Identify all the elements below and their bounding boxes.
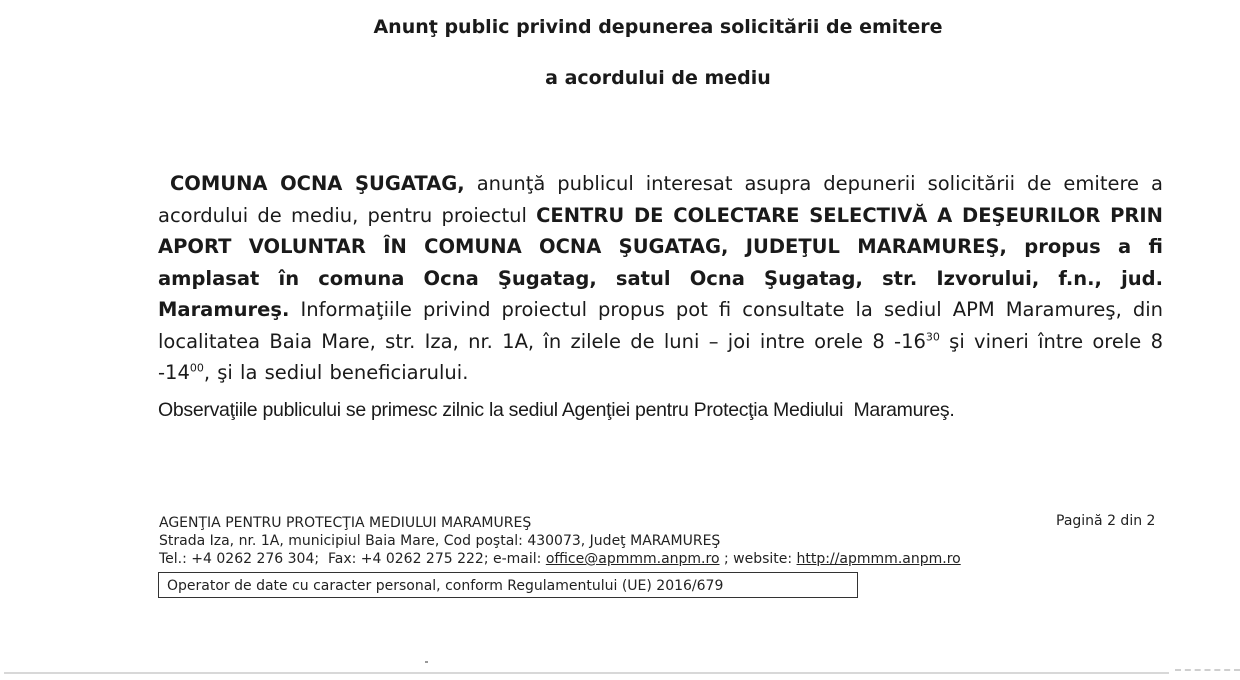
footer-agency-name: AGENŢIA PENTRU PROTECŢIA MEDIULUI MARAMUREŞ [159,515,532,531]
footer-contact [159,550,961,568]
project-name: CENTRU DE COLECTARE SELECTIVĂ A DEŞEURILOR PRIN APORT VOLUNTAR ÎN COMUNA OCNA ŞUGATAG, JUDEŢUL MARAMUREŞ, propus a fi amplasat în comuna Ocna Şugatag, satul Ocna Şugatag, str. Izvorului, f.n., jud. Maramureş. [158,203,1164,321]
page-number: Pagină 2 din 2 [1056,513,1156,529]
footer-address: Strada Iza, nr. 1A, municipiul Baia Mare, Cod poştal: 430073, Judeţ MARAMUREŞ [159,533,721,549]
scan-artifact [425,661,428,663]
body-text-1: anunţă publicul interesat asupra depunerii solicitării de emitere a acordului de mediu, pentru proiectul [158,172,1163,227]
announcement-paragraph [158,168,1163,389]
website-label: ; website: [719,551,797,567]
footer [159,514,961,568]
body-text-2: Informaţiile privind proiectul propus pot fi consultate la sediul APM Maramureş, din localitatea Baia Mare, str. Iza, nr. 1A, în zilele de luni – joi intre orele 8 -16 [158,298,1163,353]
website-link[interactable]: http://apmmm.anpm.ro [796,551,961,567]
gdpr-notice-box: Operator de date cu caracter personal, conform Regulamentului (UE) 2016/679 [158,572,858,598]
email-link[interactable]: office@apmmm.anpm.ro [545,551,720,567]
applicant-name: COMUNA OCNA ŞUGATAG, [169,172,465,195]
document-title-line-1: Anunţ public privind depunerea solicitării de emitere [373,16,943,38]
body-text-3: şi vineri între orele 8 -14 [158,329,1163,384]
document-title-line-2: a acordului de mediu [545,67,771,89]
observations-paragraph: Observaţiile publicului se primesc zilnic la sediul Agenţiei pentru Protecţia Mediului Maramureş. [158,399,955,421]
page-bottom-rule [4,672,1169,674]
hours-mon-thu-minutes: 30 [925,330,940,343]
page-bottom-dash [1175,669,1240,671]
footer-phone-fax: Tel.: +4 0262 276 304; Fax: +4 0262 275 222; e-mail: [159,551,546,567]
hours-fri-minutes: 00 [189,361,204,375]
body-text-4: , şi la sediul beneficiarului. [203,361,469,384]
